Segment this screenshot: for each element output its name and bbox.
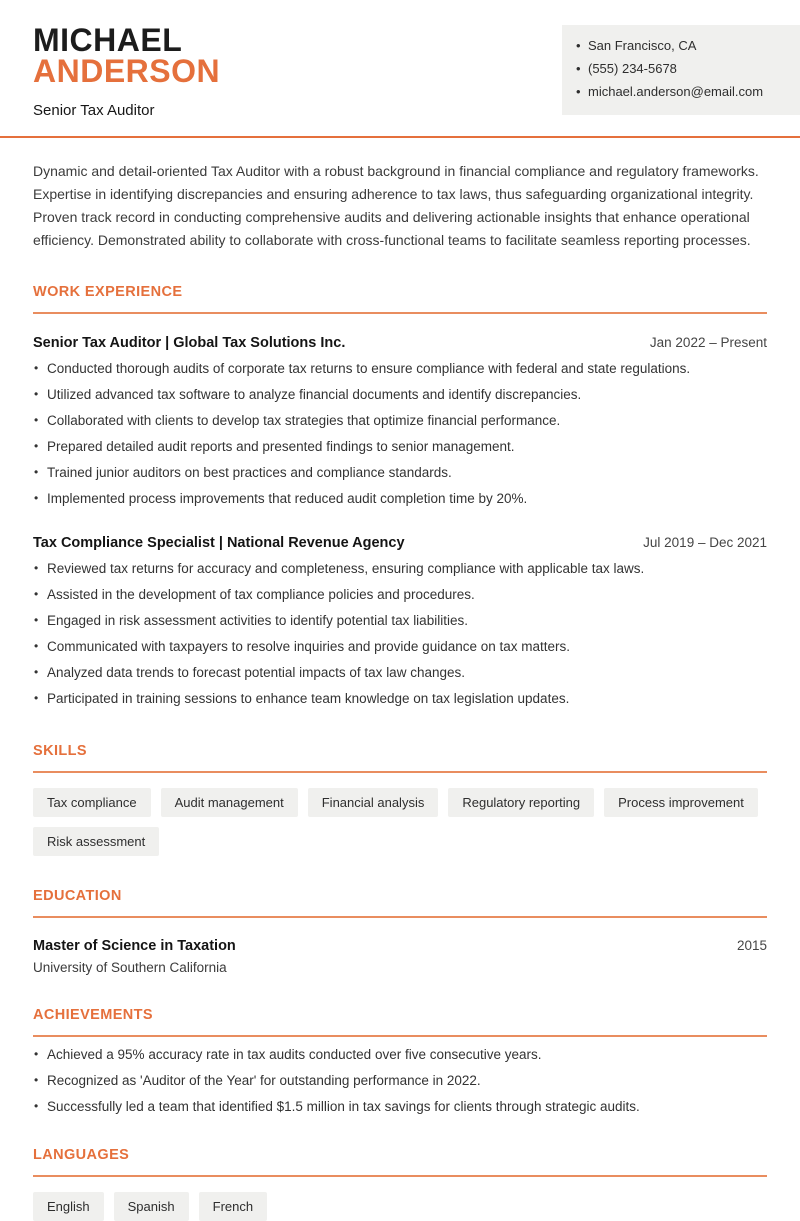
languages-heading: LANGUAGES bbox=[33, 1147, 767, 1177]
job-title-text: Senior Tax Auditor | Global Tax Solutions Inc. bbox=[33, 335, 346, 351]
language-chip: French bbox=[199, 1192, 267, 1221]
section-work-experience bbox=[33, 284, 767, 707]
job-title-row bbox=[33, 335, 767, 351]
job-bullet-list bbox=[33, 560, 767, 707]
resume-header bbox=[0, 0, 800, 120]
section-skills bbox=[33, 743, 767, 856]
skill-chip: Tax compliance bbox=[33, 788, 151, 817]
languages-chip-list bbox=[33, 1192, 767, 1221]
job-bullet: • Communicated with taxpayers to resolve inquiries and provide guidance on tax matters. bbox=[33, 638, 767, 655]
job-bullet: • Trained junior auditors on best practices and compliance standards. bbox=[33, 464, 767, 481]
section-achievements bbox=[33, 1007, 767, 1115]
skill-chip: Financial analysis bbox=[308, 788, 439, 817]
skill-chip: Audit management bbox=[161, 788, 298, 817]
job-bullet: • Collaborated with clients to develop tax strategies that optimize financial performance. bbox=[33, 412, 767, 429]
job-bullet: • Analyzed data trends to forecast potential impacts of tax law changes. bbox=[33, 664, 767, 681]
education-title-row bbox=[33, 938, 767, 954]
job-bullet: • Engaged in risk assessment activities to identify potential tax liabilities. bbox=[33, 612, 767, 629]
skills-chip-list bbox=[33, 788, 767, 856]
skill-chip: Process improvement bbox=[604, 788, 758, 817]
summary-paragraph: Dynamic and detail-oriented Tax Auditor with a robust background in financial compliance and regulatory frameworks. Expertise in identifying discrepancies and ensuring adherence to tax laws, thus safeguarding organizational integrity. Proven track record in conducting comprehensive audits and delivering actionable insights that enhance operational efficiency. Demonstrated ability to collaborate with cross-functional teams to facilitate seamless reporting processes. bbox=[33, 163, 759, 248]
job-bullet: • Participated in training sessions to enhance team knowledge on tax legislation updates. bbox=[33, 690, 767, 707]
job-bullet: • Utilized advanced tax software to analyze financial documents and identify discrepancies. bbox=[33, 386, 767, 403]
job-bullet-list bbox=[33, 360, 767, 507]
achievement-bullet: • Recognized as 'Auditor of the Year' for outstanding performance in 2022. bbox=[33, 1072, 767, 1089]
job-dates: Jul 2019 – Dec 2021 bbox=[643, 535, 767, 550]
job-title-text: Tax Compliance Specialist | National Revenue Agency bbox=[33, 535, 405, 551]
achievement-bullet: • Successfully led a team that identified $1.5 million in tax savings for clients through strategic audits. bbox=[33, 1098, 767, 1115]
job-entry bbox=[33, 535, 767, 707]
job-bullet: • Assisted in the development of tax compliance policies and procedures. bbox=[33, 586, 767, 603]
language-chip: Spanish bbox=[114, 1192, 189, 1221]
language-chip: English bbox=[33, 1192, 104, 1221]
school-name: University of Southern California bbox=[33, 960, 227, 975]
education-heading: EDUCATION bbox=[33, 888, 767, 918]
contact-card bbox=[562, 25, 800, 115]
job-bullet: • Prepared detailed audit reports and presented findings to senior management. bbox=[33, 438, 767, 455]
contact-item: • (555) 234-5678 bbox=[576, 61, 784, 77]
job-entry bbox=[33, 335, 767, 507]
achievements-heading: ACHIEVEMENTS bbox=[33, 1007, 767, 1037]
job-title-row bbox=[33, 535, 767, 551]
degree-name: Master of Science in Taxation bbox=[33, 938, 236, 954]
contact-item: • San Francisco, CA bbox=[576, 38, 784, 54]
skill-chip: Risk assessment bbox=[33, 827, 159, 856]
job-bullet: • Reviewed tax returns for accuracy and completeness, ensuring compliance with applicable tax laws. bbox=[33, 560, 767, 577]
last-name: ANDERSON bbox=[33, 53, 221, 89]
section-education bbox=[33, 888, 767, 975]
header-divider bbox=[0, 136, 800, 138]
job-bullet: • Implemented process improvements that reduced audit completion time by 20%. bbox=[33, 490, 767, 507]
contact-list bbox=[576, 38, 784, 100]
job-dates: Jan 2022 – Present bbox=[649, 335, 767, 350]
skill-chip: Regulatory reporting bbox=[448, 788, 594, 817]
job-title: Senior Tax Auditor bbox=[33, 102, 155, 119]
section-languages bbox=[33, 1147, 767, 1221]
contact-item: • michael.anderson@email.com bbox=[576, 84, 784, 100]
achievement-bullet: • Achieved a 95% accuracy rate in tax audits conducted over five consecutive years. bbox=[33, 1046, 767, 1063]
job-bullet: • Conducted thorough audits of corporate tax returns to ensure compliance with federal and state regulations. bbox=[33, 360, 767, 377]
education-entry bbox=[33, 938, 767, 975]
graduation-year: 2015 bbox=[736, 938, 767, 953]
achievements-list bbox=[33, 1046, 767, 1115]
skills-heading: SKILLS bbox=[33, 743, 767, 773]
work-experience-heading: WORK EXPERIENCE bbox=[33, 284, 767, 314]
first-name: MICHAEL bbox=[33, 22, 183, 58]
